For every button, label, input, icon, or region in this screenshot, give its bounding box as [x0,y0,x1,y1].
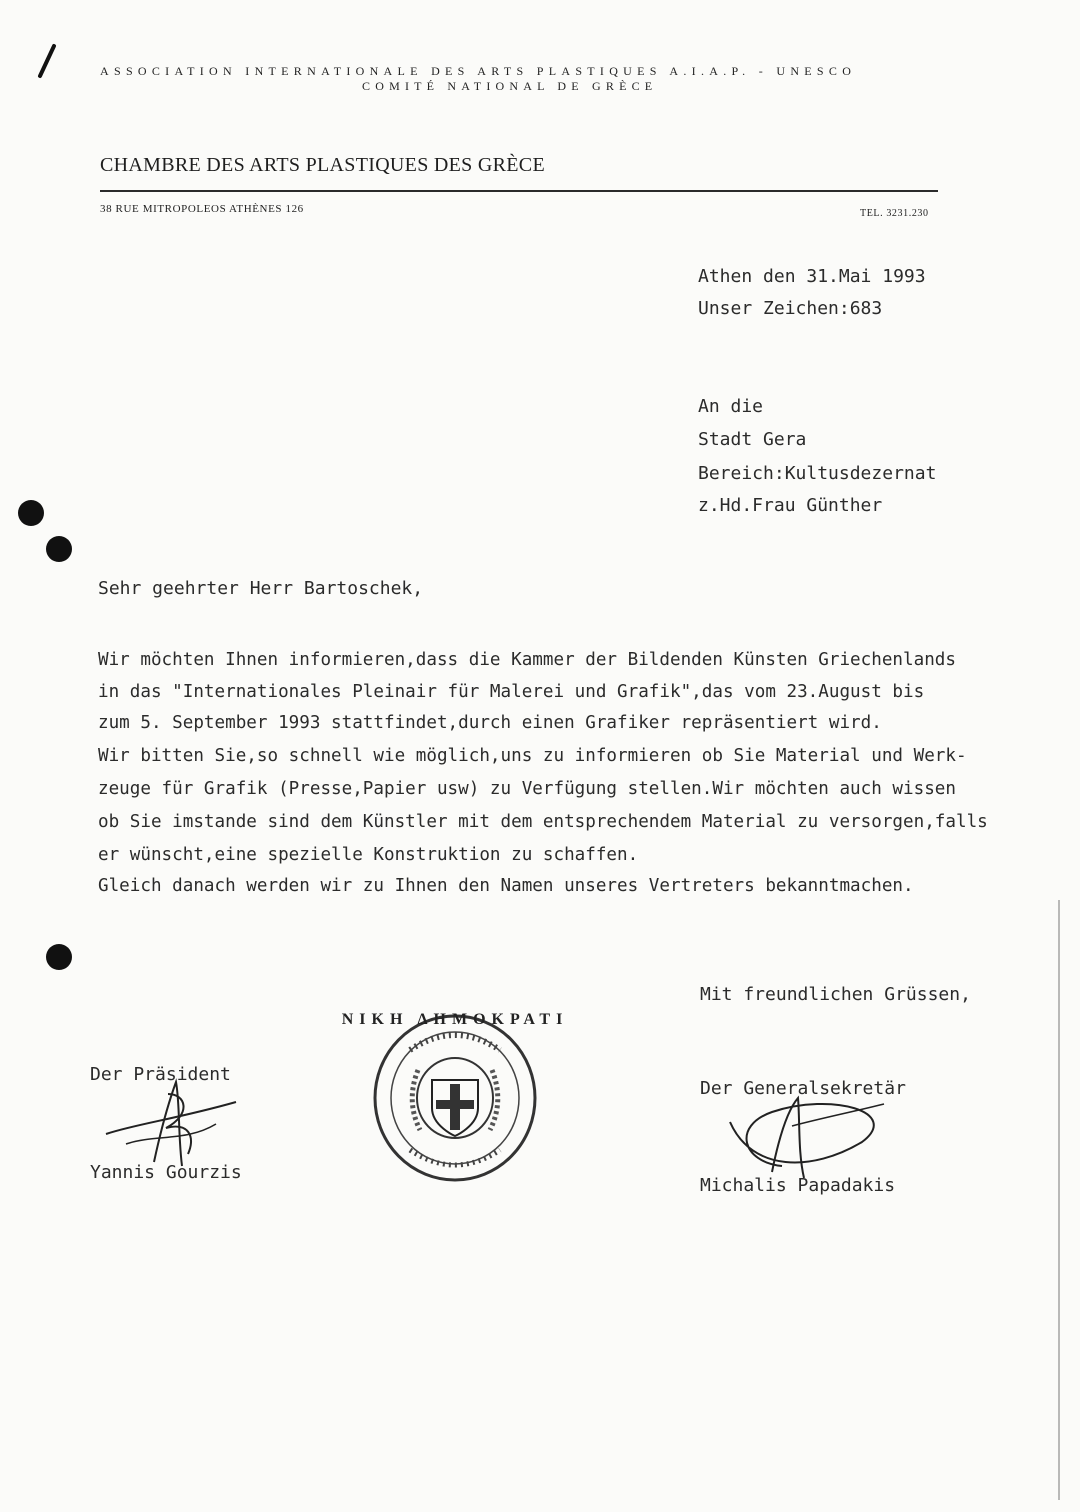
date-line: Athen den 31.Mai 1993 [698,266,926,287]
secretary-name: Michalis Papadakis [700,1175,896,1196]
closing: Mit freundlichen Grüssen, [700,984,971,1005]
punch-hole [18,500,44,526]
body-line: zum 5. September 1993 stattfindet,durch einen Grafiker repräsentiert wird. [98,713,882,733]
body-line: er wünscht,eine spezielle Konstruktion zu schaffen. [98,845,639,865]
body-line: Gleich danach werden wir zu Ihnen den Namen unseres Vertreters bekanntmachen. [98,876,914,896]
recipient-line: Stadt Gera [698,429,807,450]
punch-hole [46,944,72,970]
recipient-line: Bereich:Kultusdezernat [698,463,937,484]
body-line: Wir möchten Ihnen informieren,dass die Kammer der Bildenden Künsten Griechenlands [98,650,956,670]
salutation: Sehr geehrter Herr Bartoschek, [98,578,424,599]
president-signature [96,1074,246,1174]
reference-line: Unser Zeichen:683 [698,298,883,319]
official-seal [341,1010,569,1190]
pen-mark-icon [34,44,60,80]
telephone: TEL. 3231.230 [860,208,929,219]
secretary-title: Der Generalsekretär [700,1078,906,1099]
scan-edge [1058,900,1060,1500]
chamber-title: CHAMBRE DES ARTS PLASTIQUES DES GRÈCE [100,154,545,176]
organization-line: ASSOCIATION INTERNATIONALE DES ARTS PLASTIQUES A.I.A.P. - UNESCO [100,64,857,78]
letterhead-rule [100,190,938,192]
body-line: in das "Internationales Pleinair für Malerei und Grafik",das vom 23.August bis [98,682,925,702]
committee-line: COMITÉ NATIONAL DE GRÈCE [362,79,658,93]
punch-hole [46,536,72,562]
recipient-line: An die [698,396,764,417]
body-line: ob Sie imstande sind dem Künstler mit dem entsprechendem Material zu versorgen,falls [98,812,988,832]
president-title: Der Präsident [90,1064,231,1085]
body-line: zeuge für Grafik (Presse,Papier usw) zu Verfügung stellen.Wir möchten auch wissen [98,779,956,799]
president-name: Yannis Gourzis [90,1162,242,1183]
recipient-line: z.Hd.Frau Günther [698,495,883,516]
seal-text: ΝΙΚΗ ΔΗΜΟΚΡΑΤΙ [341,1011,569,1028]
body-line: Wir bitten Sie,so schnell wie möglich,uns zu informieren ob Sie Material und Werk- [98,746,967,766]
address: 38 RUE MITROPOLEOS ATHÈNES 126 [100,203,304,215]
